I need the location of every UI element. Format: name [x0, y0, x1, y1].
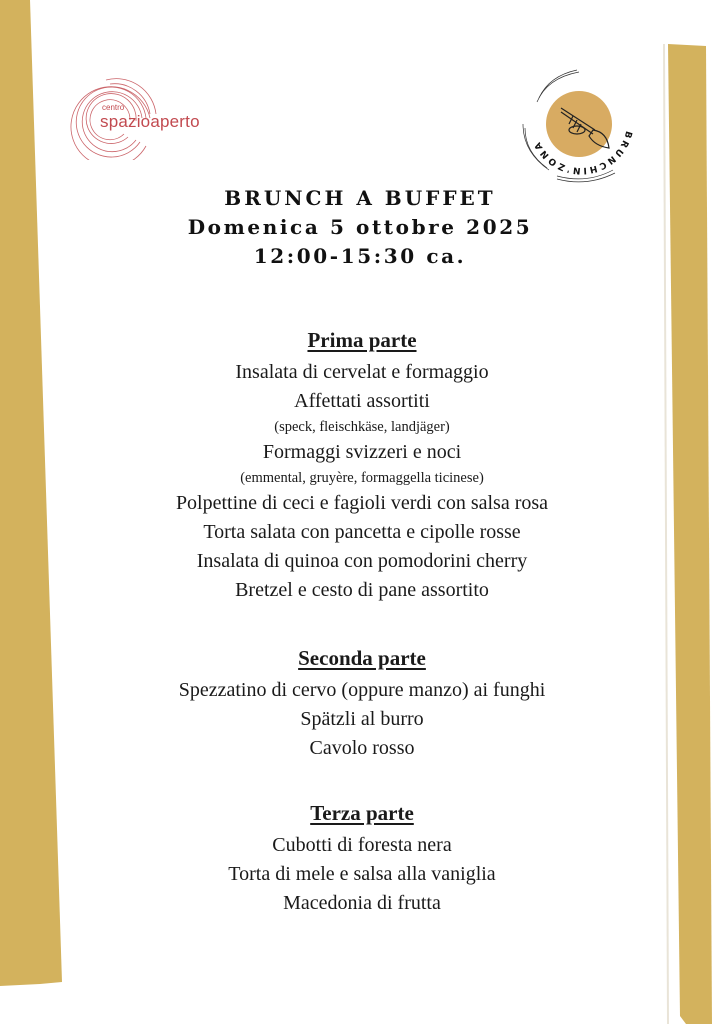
menu-item: Formaggi svizzeri e noci — [262, 441, 462, 463]
section-title: Prima parte — [307, 328, 417, 352]
menu-item-note: (emmental, gruyère, formaggella ticinese) — [240, 470, 484, 486]
left-gold-bar — [0, 0, 62, 986]
menu-item: Spätzli al burro — [300, 708, 424, 730]
section-title: Seconda parte — [298, 646, 426, 670]
brunchinzona-logo — [517, 58, 645, 186]
menu-section-seconda — [110, 644, 614, 763]
menu-item: Bretzel e cesto di pane assortito — [235, 579, 489, 601]
menu-item: Torta salata con pancetta e cipolle rosse — [203, 521, 521, 543]
menu-item: Affettati assortiti — [294, 390, 430, 412]
menu-item: Insalata di quinoa con pomodorini cherry — [196, 550, 528, 572]
menu-item: Cavolo rosso — [309, 737, 415, 759]
menu-item: Macedonia di frutta — [283, 892, 441, 914]
menu-section-prima — [110, 326, 614, 605]
spazioaperto-logo — [66, 76, 236, 160]
logo-centro-text: centro — [102, 103, 125, 112]
logo-brand-text: BRUNCHIN'ZONA — [532, 129, 634, 176]
right-bar-shadow — [664, 44, 668, 1024]
menu-item: Polpettine di ceci e fagioli verdi con salsa rosa — [175, 492, 549, 514]
logo-spazioaperto-text: spazioaperto — [100, 112, 200, 131]
right-gold-bar — [668, 44, 712, 1024]
event-title: BRUNCH A BUFFET — [224, 186, 496, 210]
menu-item: Spezzatino di cervo (oppure manzo) ai funghi — [178, 679, 546, 701]
menu-item-note: (speck, fleischkäse, landjäger) — [274, 419, 450, 435]
menu-item: Cubotti di foresta nera — [272, 834, 452, 856]
menu-section-terza — [110, 799, 614, 918]
section-title: Terza parte — [310, 801, 414, 825]
menu-item: Insalata di cervelat e formaggio — [235, 361, 489, 383]
event-time: 12:00-15:30 ca. — [253, 244, 467, 268]
event-header — [100, 183, 620, 271]
event-date: Domenica 5 ottobre 2025 — [187, 215, 533, 239]
menu-item: Torta di mele e salsa alla vaniglia — [228, 863, 496, 885]
